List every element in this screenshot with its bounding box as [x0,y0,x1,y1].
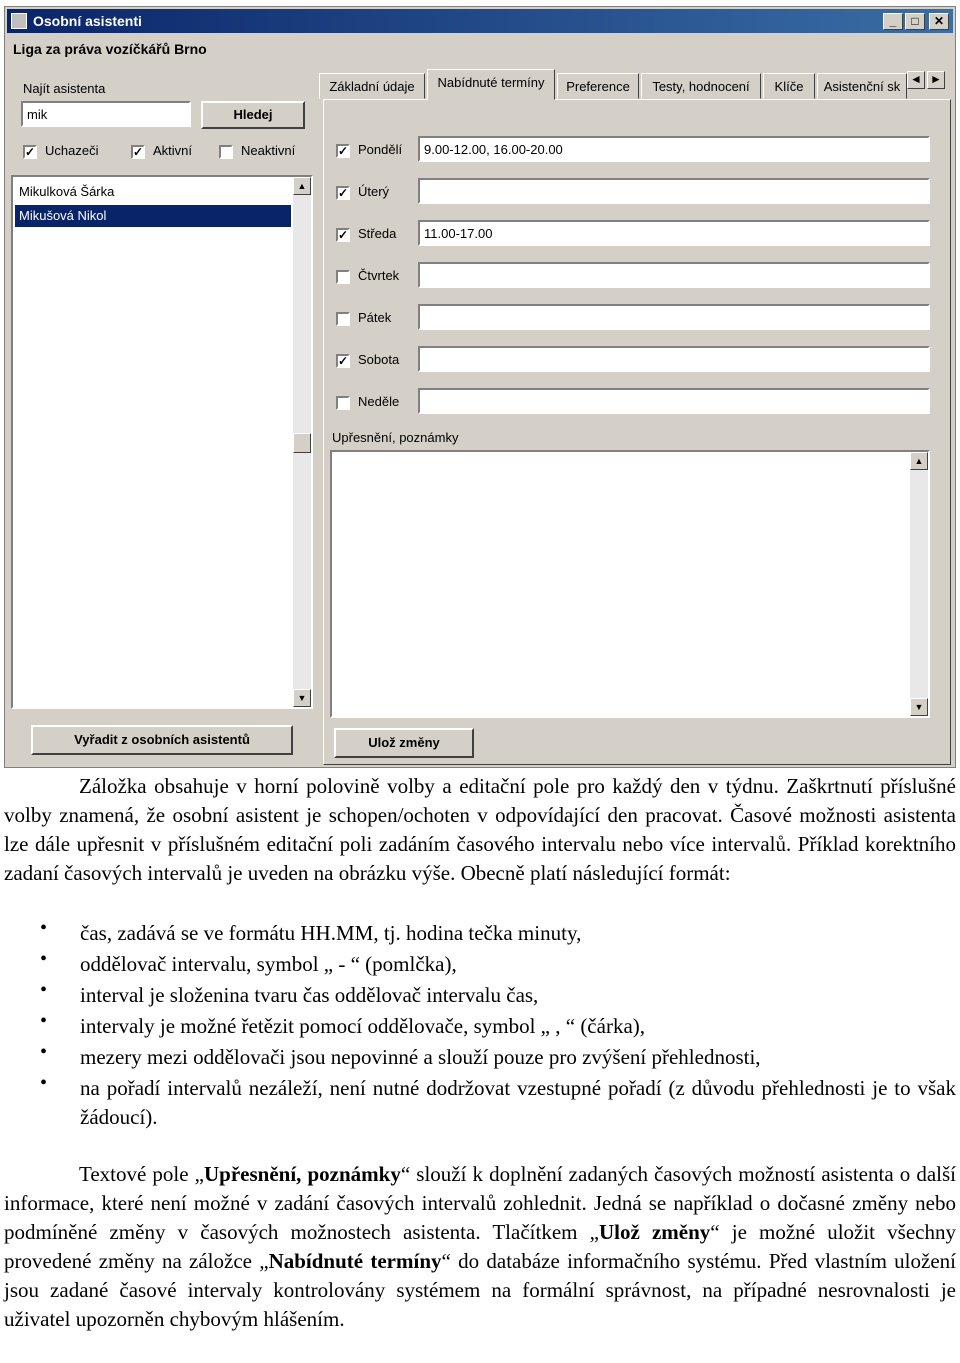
day-checkbox-0[interactable]: ✓ [338,144,349,158]
day-label-1: Úterý [358,184,390,199]
filter-checkbox-1[interactable]: ✓ [133,145,144,159]
notes-scroll-down-icon[interactable]: ▼ [910,698,928,716]
filter-checkbox-0[interactable]: ✓ [25,145,36,159]
notes-label: Upřesnění, poznámky [332,430,459,445]
tab-scroll-right-icon[interactable]: ► [927,71,945,89]
day-checkbox-5[interactable]: ✓ [338,354,349,368]
results-scrollbar[interactable] [293,177,311,707]
tab-0[interactable]: Základní údaje [319,73,425,99]
tab-2[interactable]: Preference [557,73,639,99]
day-checkbox-4[interactable] [336,312,350,326]
bullet-icon: • [40,1072,48,1094]
quote-close-2: “ [710,1220,720,1244]
scroll-thumb[interactable] [293,433,311,453]
p2-bold-tab: Nabídnuté termíny [268,1249,442,1273]
day-time-input-6[interactable] [418,388,930,414]
title-bar[interactable] [7,9,953,33]
notes-scroll-up-icon[interactable]: ▲ [910,452,928,470]
day-label-3: Čtvrtek [358,268,400,283]
scroll-down-icon[interactable]: ▼ [293,689,311,707]
list-item[interactable]: Mikulková Šárka [19,184,115,199]
p2-g: do databáze informačního systému. Před vlastním uložení jsou zadané časové intervaly kontrolovány systémem na formální správnost, na případné nesrovnalosti je uživatel upozorněn chybovým hlášením. [4,1249,956,1331]
day-label-0: Pondělí [358,142,403,157]
organization-name: Liga za práva vozíčkářů Brno [13,41,207,57]
bullet-icon: • [40,979,48,1001]
day-label-2: Středa [358,226,397,241]
day-time-input-1[interactable] [418,178,930,204]
quote-open-3: „ [259,1249,269,1273]
app-icon [11,13,27,29]
bullet-item-5: na pořadí intervalů nezáleží, není nutné dodržovat vzestupné pořadí (z důvodu přehlednosti je to však žádoucí). [80,1076,956,1129]
tab-scroll-left-icon[interactable]: ◄ [907,71,925,89]
filter-checkbox-2[interactable] [219,145,233,159]
day-time-input-2[interactable] [418,220,930,246]
p2-a: Textové pole [79,1162,195,1186]
notes-scrollbar[interactable] [910,452,928,716]
notes-textarea[interactable] [330,450,930,718]
window-title: Osobní asistenti [33,13,142,29]
p2-e: je možné uložit všechny provedené změny na záložce [4,1220,956,1273]
search-label: Najít asistenta [23,81,106,96]
filter-label-0: Uchazeči [45,143,99,158]
day-checkbox-6[interactable] [336,396,350,410]
search-input[interactable] [21,101,191,127]
day-time-input-3[interactable] [418,262,930,288]
tab-4[interactable]: Klíče [763,73,815,99]
bullet-icon: • [40,1041,48,1063]
bullet-item-0: čas, zadává se ve formátu HH.MM, tj. hodina tečka minuty, [80,921,582,945]
quote-open-2: „ [589,1220,599,1244]
bullet-icon: • [40,1010,48,1032]
day-checkbox-1[interactable]: ✓ [338,186,349,200]
app-window [4,6,956,768]
document-body [4,772,956,888]
save-button[interactable]: Ulož změny [334,728,474,758]
results-list[interactable] [11,175,313,709]
day-time-input-5[interactable] [418,346,930,372]
bullet-item-4: mezery mezi oddělovači jsou nepovinné a slouží pouze pro zvýšení přehlednosti, [80,1045,761,1069]
quote-open: „ [194,1162,204,1186]
filter-label-2: Neaktivní [241,143,296,158]
tab-3[interactable]: Testy, hodnocení [641,73,761,99]
p2-bold-save: Ulož změny [598,1220,711,1244]
intro-paragraph: Záložka obsahuje v horní polovině volby a editační pole pro každý den v týdnu. Zaškrtnutí příslušné volby znamená, že osobní asistent je schopen/ochoten v odpovídající den pracovat. Časové možnosti asistenta lze dále upřesnit v příslušném editační poli zadáním časového intervalu nebo více intervalů. Příklad korektního zadaní časových intervalů je uveden na obrázku výše. Obecně platí následující formát: [4,774,956,885]
filter-label-1: Aktivní [153,143,193,158]
day-time-input-4[interactable] [418,304,930,330]
list-item[interactable]: Mikušová Nikol [15,205,291,227]
tab-1[interactable]: Nabídnuté termíny [427,69,555,100]
p2-c: slouží k doplnění zadaných časových možností asistenta o další informace, které není možné v zadání časových intervalů zohlednit. Jedná se například o dočasné změny nebo podmíněné změny v časových možnostech asistenta. Tlačítkem [4,1162,956,1244]
quote-close-3: “ [441,1249,451,1273]
close-button[interactable]: ✕ [929,13,949,30]
maximize-button[interactable]: □ [905,13,925,30]
tab-panel [323,99,951,765]
bullet-icon: • [40,948,48,970]
day-checkbox-2[interactable]: ✓ [338,228,349,242]
remove-assistant-button[interactable]: Vyřadit z osobních asistentů [31,725,293,755]
minimize-button[interactable]: _ [883,13,903,30]
tab-5[interactable]: Asistenční sk [817,73,907,99]
p2-bold-notes: Upřesnění, poznámky [204,1162,401,1186]
day-time-input-0[interactable] [418,136,930,162]
day-label-4: Pátek [358,310,392,325]
bullet-item-1: oddělovač intervalu, symbol „ - “ (pomlčka), [80,952,457,976]
day-label-6: Neděle [358,394,400,409]
bullet-item-3: intervaly je možné řetězit pomocí oddělovače, symbol „ , “ (čárka), [80,1014,646,1038]
bullet-icon: • [40,917,48,939]
day-label-5: Sobota [358,352,400,367]
day-checkbox-3[interactable] [336,270,350,284]
bullet-item-2: interval je složenina tvaru čas oddělovač intervalu čas, [80,983,539,1007]
notes-paragraph [4,1160,956,1334]
quote-close: “ [400,1162,411,1186]
scroll-up-icon[interactable]: ▲ [293,177,311,195]
search-button[interactable]: Hledej [201,101,305,129]
